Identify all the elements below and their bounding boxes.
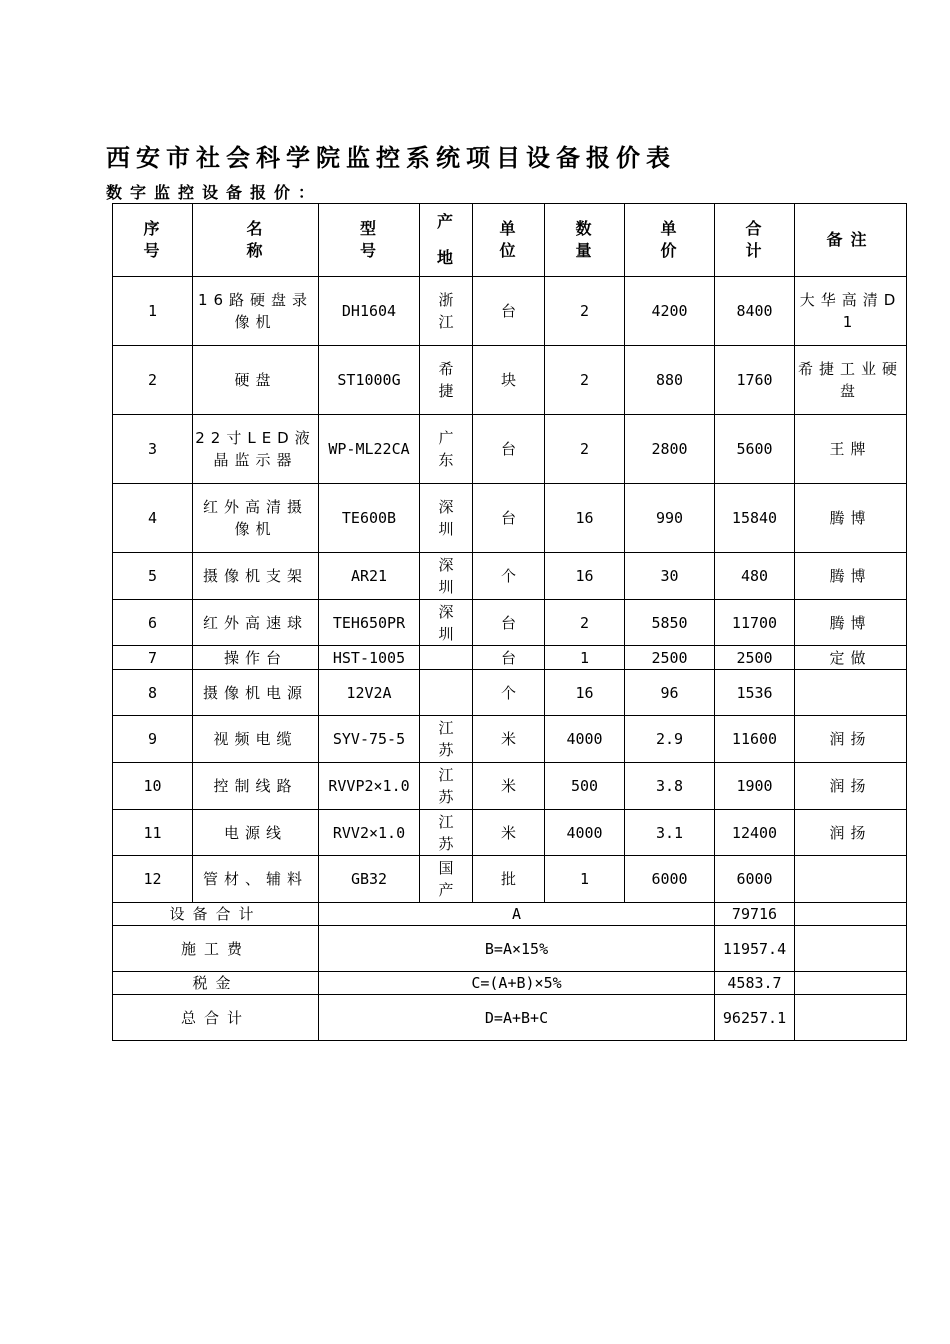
origin-text: 国产: [438, 859, 454, 899]
cell-model: TEH650PR: [319, 600, 420, 646]
cell-index: 1: [113, 277, 193, 346]
table-row: [113, 716, 907, 763]
cell-model: 12V2A: [319, 670, 420, 716]
cell-price: 2800: [625, 415, 715, 484]
origin-text: 希捷: [438, 360, 454, 400]
summary-label: 设备合计: [113, 903, 319, 926]
summary-remark: [795, 926, 907, 972]
cell-price: 6000: [625, 856, 715, 903]
header-qty: 数量: [545, 204, 625, 277]
table-row: [113, 553, 907, 600]
section-subtitle: 数字监控设备报价：: [106, 183, 323, 202]
summary-formula: D=A+B+C: [319, 995, 715, 1041]
header-unit: 单位: [473, 204, 545, 277]
cell-total: 8400: [715, 277, 795, 346]
cell-remark: 王牌: [795, 415, 907, 484]
cell-unit: 台: [473, 415, 545, 484]
header-row: [113, 204, 907, 277]
cell-name: 视频电缆: [193, 716, 319, 763]
cell-price: 5850: [625, 600, 715, 646]
cell-origin: [420, 600, 473, 646]
cell-total: 5600: [715, 415, 795, 484]
summary-value: 79716: [715, 903, 795, 926]
cell-price: 4200: [625, 277, 715, 346]
summary-label: 施工费: [113, 926, 319, 972]
cell-name: 摄像机电源: [193, 670, 319, 716]
origin-text: 深圳: [438, 556, 454, 596]
cell-origin: [420, 346, 473, 415]
cell-index: 11: [113, 810, 193, 856]
cell-unit: 个: [473, 553, 545, 600]
cell-index: 8: [113, 670, 193, 716]
cell-unit: 批: [473, 856, 545, 903]
cell-model: RVV2×1.0: [319, 810, 420, 856]
cell-name: 电源线: [193, 810, 319, 856]
cell-model: WP-ML22CA: [319, 415, 420, 484]
origin-text: 浙江: [438, 291, 454, 331]
cell-origin: [420, 716, 473, 763]
cell-qty: 1: [545, 646, 625, 670]
cell-origin: [420, 415, 473, 484]
document-title: 西安市社会科学院监控系统项目设备报价表: [106, 144, 676, 172]
cell-price: 2500: [625, 646, 715, 670]
table-row: [113, 346, 907, 415]
cell-remark: 润扬: [795, 716, 907, 763]
cell-index: 10: [113, 763, 193, 810]
cell-unit: 台: [473, 600, 545, 646]
cell-name: 红外高速球: [193, 600, 319, 646]
origin-text: 江苏: [438, 766, 454, 806]
cell-total: 2500: [715, 646, 795, 670]
table-row: [113, 810, 907, 856]
summary-row: [113, 926, 907, 972]
table-row: [113, 856, 907, 903]
summary-value: 96257.1: [715, 995, 795, 1041]
cell-index: 4: [113, 484, 193, 553]
cell-origin: [420, 277, 473, 346]
cell-total: 1760: [715, 346, 795, 415]
cell-unit: 米: [473, 716, 545, 763]
cell-qty: 1: [545, 856, 625, 903]
cell-model: TE600B: [319, 484, 420, 553]
cell-unit: 米: [473, 763, 545, 810]
cell-name: 硬盘: [193, 346, 319, 415]
cell-remark: 腾博: [795, 600, 907, 646]
summary-remark: [795, 903, 907, 926]
cell-qty: 2: [545, 415, 625, 484]
cell-unit: 台: [473, 646, 545, 670]
cell-index: 9: [113, 716, 193, 763]
cell-model: ST1000G: [319, 346, 420, 415]
cell-origin: [420, 646, 473, 670]
summary-formula: B=A×15%: [319, 926, 715, 972]
summary-label: 税金: [113, 972, 319, 995]
cell-qty: 4000: [545, 810, 625, 856]
cell-origin: [420, 484, 473, 553]
table-row: [113, 670, 907, 716]
origin-text: 江苏: [438, 812, 454, 853]
cell-remark: 润扬: [795, 763, 907, 810]
cell-name: 摄像机支架: [193, 553, 319, 600]
cell-remark: 定做: [795, 646, 907, 670]
cell-model: GB32: [319, 856, 420, 903]
table-row: [113, 646, 907, 670]
cell-price: 990: [625, 484, 715, 553]
summary-label: 总合计: [113, 995, 319, 1041]
origin-text: 江苏: [438, 719, 454, 759]
cell-remark: [795, 856, 907, 903]
table-row: [113, 600, 907, 646]
cell-unit: 块: [473, 346, 545, 415]
cell-remark: 大华高清D1: [795, 277, 907, 346]
cell-remark: 腾博: [795, 553, 907, 600]
summary-row: [113, 995, 907, 1041]
summary-row: [113, 903, 907, 926]
cell-origin: [420, 810, 473, 856]
cell-model: RVVP2×1.0: [319, 763, 420, 810]
cell-qty: 4000: [545, 716, 625, 763]
cell-index: 12: [113, 856, 193, 903]
summary-formula: C=(A+B)×5%: [319, 972, 715, 995]
cell-remark: 腾博: [795, 484, 907, 553]
cell-remark: 希捷工业硬盘: [795, 346, 907, 415]
cell-qty: 16: [545, 553, 625, 600]
cell-total: 12400: [715, 810, 795, 856]
cell-unit: 个: [473, 670, 545, 716]
summary-formula: A: [319, 903, 715, 926]
cell-name: 管材、辅料: [193, 856, 319, 903]
cell-total: 1900: [715, 763, 795, 810]
cell-origin: [420, 670, 473, 716]
cell-qty: 2: [545, 346, 625, 415]
cell-qty: 2: [545, 277, 625, 346]
cell-unit: 米: [473, 810, 545, 856]
cell-price: 96: [625, 670, 715, 716]
cell-origin: [420, 763, 473, 810]
cell-total: 11700: [715, 600, 795, 646]
cell-name: 操作台: [193, 646, 319, 670]
cell-origin: [420, 856, 473, 903]
cell-model: DH1604: [319, 277, 420, 346]
origin-text: 深圳: [438, 602, 454, 643]
cell-name: 控制线路: [193, 763, 319, 810]
cell-total: 480: [715, 553, 795, 600]
cell-price: 880: [625, 346, 715, 415]
cell-origin: [420, 553, 473, 600]
cell-price: 3.1: [625, 810, 715, 856]
summary-value: 11957.4: [715, 926, 795, 972]
summary-row: [113, 972, 907, 995]
cell-price: 3.8: [625, 763, 715, 810]
cell-qty: 16: [545, 484, 625, 553]
cell-total: 15840: [715, 484, 795, 553]
cell-qty: 2: [545, 600, 625, 646]
cell-price: 2.9: [625, 716, 715, 763]
cell-remark: 润扬: [795, 810, 907, 856]
cell-price: 30: [625, 553, 715, 600]
cell-model: AR21: [319, 553, 420, 600]
table-row: [113, 484, 907, 553]
cell-index: 3: [113, 415, 193, 484]
header-origin: 产地: [420, 204, 473, 277]
origin-text: 深圳: [438, 498, 454, 538]
cell-remark: [795, 670, 907, 716]
cell-name: 红外高清摄像机: [193, 484, 319, 553]
cell-index: 6: [113, 600, 193, 646]
header-model: 型号: [319, 204, 420, 277]
header-price: 单价: [625, 204, 715, 277]
header-remark: 备注: [795, 204, 907, 277]
cell-model: SYV-75-5: [319, 716, 420, 763]
summary-remark: [795, 995, 907, 1041]
summary-remark: [795, 972, 907, 995]
quote-table: [112, 203, 907, 1041]
cell-index: 7: [113, 646, 193, 670]
cell-qty: 16: [545, 670, 625, 716]
cell-name: 22寸LED液晶监示器: [193, 415, 319, 484]
cell-index: 5: [113, 553, 193, 600]
header-name: 名称: [193, 204, 319, 277]
summary-value: 4583.7: [715, 972, 795, 995]
cell-qty: 500: [545, 763, 625, 810]
header-total: 合计: [715, 204, 795, 277]
header-index: 序号: [113, 204, 193, 277]
cell-index: 2: [113, 346, 193, 415]
origin-text: 广东: [438, 429, 454, 469]
table-row: [113, 415, 907, 484]
cell-unit: 台: [473, 277, 545, 346]
cell-unit: 台: [473, 484, 545, 553]
cell-total: 6000: [715, 856, 795, 903]
cell-total: 1536: [715, 670, 795, 716]
cell-total: 11600: [715, 716, 795, 763]
cell-model: HST-1005: [319, 646, 420, 670]
cell-name: 16路硬盘录像机: [193, 277, 319, 346]
table-row: [113, 277, 907, 346]
table-row: [113, 763, 907, 810]
